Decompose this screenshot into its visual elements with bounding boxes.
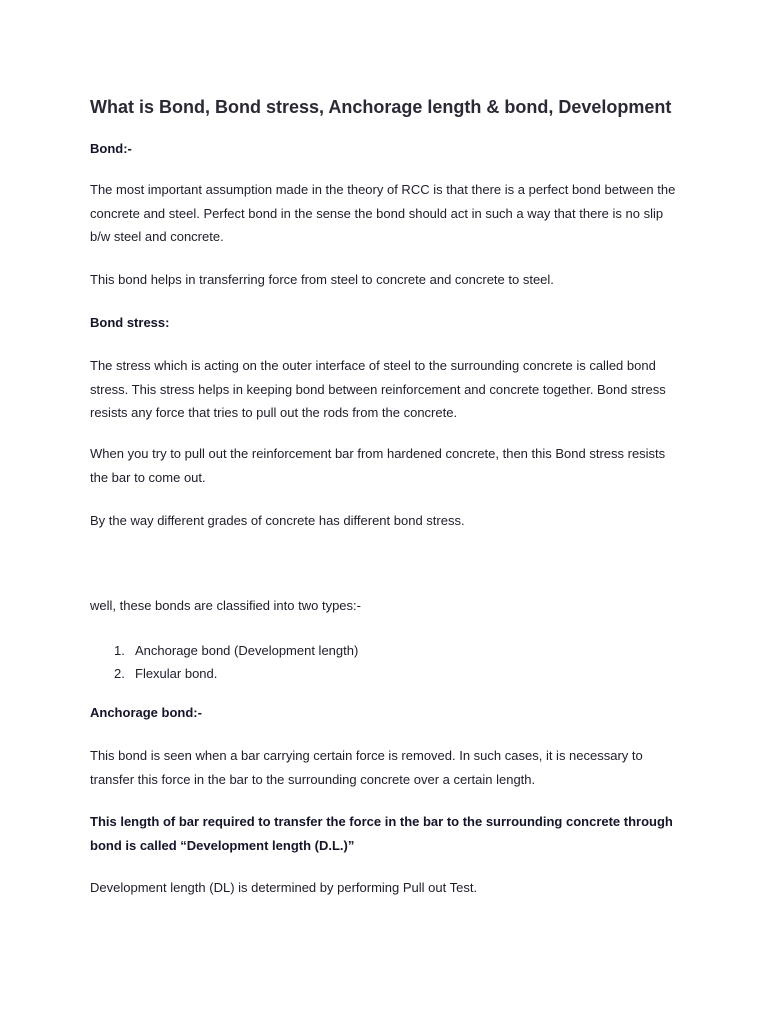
list-item-text: Anchorage bond (Development length) [135,643,359,658]
anchorage-paragraph-2: This length of bar required to transfer the force in the bar to the surrounding concrete through bond is called “Development length (D.L.)” [90,814,673,853]
anchorage-paragraph-3: Development length (DL) is determined by performing Pull out Test. [90,880,478,895]
bond-paragraph-2: This bond helps in transferring force from steel to concrete and concrete to steel. [90,272,554,287]
bond-stress-paragraph-2: When you try to pull out the reinforcement bar from hardened concrete, then this Bond stress resists the bar to come out. [90,446,666,485]
bond-paragraph-1: The most important assumption made in the theory of RCC is that there is a perfect bond between the concrete and steel. Perfect bond in the sense the bond should act in such a way that there is no slip b/w steel and concrete. [90,182,676,244]
list-item [90,639,358,662]
document-page [90,0,690,1024]
list-item-number: 2. [114,666,125,681]
list-item [90,662,358,685]
bond-stress-paragraph-3: By the way different grades of concrete has different bond stress. [90,513,465,528]
list-item-text: Flexular bond. [135,666,218,681]
bond-stress-paragraph-1: The stress which is acting on the outer interface of steel to the surrounding concrete is called bond stress. This stress helps in keeping bond between reinforcement and concrete together. Bond stress resists any force that tries to pull out the rods from the concrete. [90,358,666,420]
list-item-number: 1. [114,643,125,658]
page-title: What is Bond, Bond stress, Anchorage length & bond, Development [90,97,672,117]
bond-heading: Bond:- [90,141,132,156]
bond-types-list [90,639,358,685]
anchorage-paragraph-1: This bond is seen when a bar carrying certain force is removed. In such cases, it is necessary to transfer this force in the bar to the surrounding concrete over a certain length. [90,748,643,787]
types-intro: well, these bonds are classified into two types:- [90,598,361,613]
anchorage-heading: Anchorage bond:- [90,705,202,720]
bond-stress-heading: Bond stress: [90,315,170,330]
